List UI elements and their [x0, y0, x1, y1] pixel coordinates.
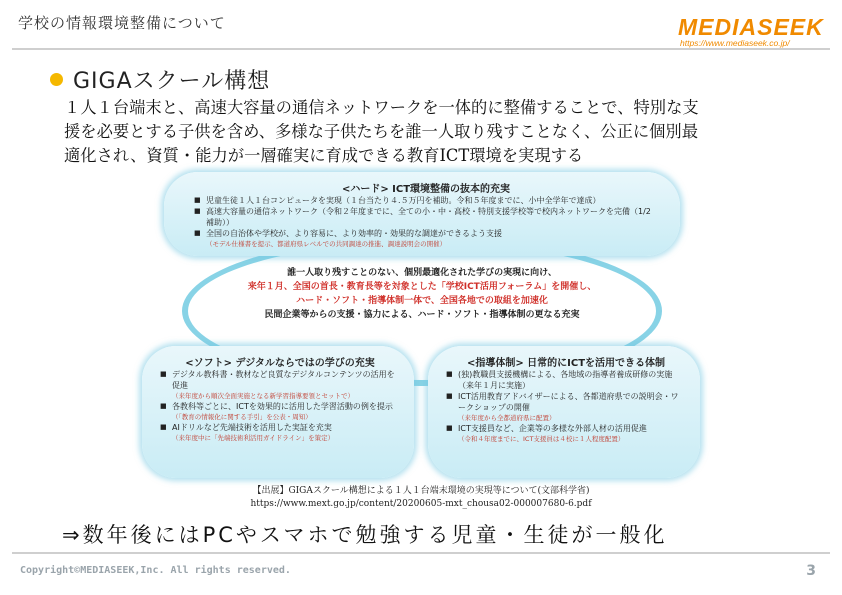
soft-item-note: （来年度中に「先端技術利活用ガイドライン」を策定） — [172, 434, 335, 442]
hard-box — [164, 172, 680, 256]
center-line: 来年１月、全国の首長・教育長等を対象とした「学校ICT活用フォーラム」を開催し、 — [247, 282, 597, 292]
hard-item: ■ 全国の自治体や学校が、より容易に、より効率的・効果的な調達ができるよう支援 — [194, 228, 658, 239]
shidou-box — [428, 346, 700, 478]
copyright-text: Copyright©MEDIASEEK,Inc. All rights reserved. — [20, 565, 291, 576]
paragraph-line: 援を必要とする子供を含め、多様な子供たちを誰一人取り残すことなく、公正に個別最 — [64, 122, 698, 141]
mediaseek-logo — [678, 14, 828, 48]
hard-item-note: （モデル仕様書を提示、都道府県レベルでの共同調達の推進、調達説明会の開催） — [206, 240, 447, 248]
bullet-dot-icon — [50, 73, 63, 86]
shidou-item: ■ ICT支援員など、企業等の多様な外部人材の活用促進 — [446, 423, 686, 434]
center-line: 民間企業等からの支援・協力による、ハード・ソフト・指導体制の更なる充実 — [264, 310, 580, 320]
center-line: ハード・ソフト・指導体制一体で、全国各地での取組を加速化 — [296, 296, 548, 306]
hard-box-title: <ハード> ICT環境整備の抜本的充実 — [341, 184, 511, 195]
hard-item: ■ 児童生徒１人１台コンピュータを実現（１台当たり４.５万円を補助。令和５年度までに、小中全学年で達成） — [194, 195, 658, 206]
paragraph-line: １人１台端末と、高速大容量の通信ネットワークを一体的に整備することで、特別な支 — [64, 98, 699, 117]
hard-item: ■ 高速大容量の通信ネットワーク（令和２年度までに、全ての小・中・高校・特別支援学校等で校内ネットワークを完備（1/2補助）） — [194, 206, 658, 228]
soft-box — [142, 346, 414, 478]
logo-url: https://www.mediaseek.co.jp/ — [680, 38, 790, 48]
source-url: https://www.mext.go.jp/content/20200605-mxt_chousa02-000007680-6.pdf — [250, 499, 592, 509]
shidou-item-note: （来年度から全都道府県に配置） — [458, 414, 556, 422]
shidou-item: ■ ICT活用教育アドバイザーによる、各都道府県での説明会・ワークショップの開催 — [446, 391, 686, 413]
description-paragraph — [64, 96, 774, 168]
soft-box-title: <ソフト> デジタルならではの学びの充実 — [185, 358, 375, 369]
section-heading-text: GIGAスクール構想 — [73, 69, 271, 94]
section-heading — [50, 64, 270, 95]
soft-item-note: （来年度から順次全面実施となる新学習指導要領とセットで） — [172, 392, 354, 400]
source-citation — [0, 485, 842, 511]
center-message — [202, 266, 642, 322]
shidou-item: ■ (独)教職員支援機構による、各地域の指導者養成研修の実施（来年１月に実施） — [446, 369, 686, 391]
shidou-item-note: （令和４年度までに、ICT支援員は４校に１人程度配置） — [458, 435, 625, 443]
soft-item-note: （「教育の情報化に関する手引」を公表・周知） — [172, 413, 312, 421]
soft-item: ■ 各教科等ごとに、ICTを効果的に活用した学習活動の例を提示 — [160, 401, 400, 412]
shidou-box-title: <指導体制> 日常的にICTを活用できる体制 — [466, 358, 666, 369]
footer-divider — [12, 552, 830, 554]
page-number: 3 — [806, 563, 816, 579]
slide-header-title: 学校の情報環境整備について — [18, 14, 226, 32]
conclusion-text: ⇒数年後にはPCやスマホで勉強する児童・生徒が一般化 — [62, 523, 668, 547]
soft-item: ■ デジタル教科書・教材など良質なデジタルコンテンツの活用を促進 — [160, 369, 400, 391]
logo-text: MEDIASEEK — [678, 14, 824, 40]
header-divider — [12, 48, 830, 50]
center-line: 誰一人取り残すことのない、個別最適化された学びの実現に向け、 — [287, 268, 557, 278]
paragraph-line: 適化され、資質・能力が一層確実に育成できる教育ICT環境を実現する — [64, 146, 584, 165]
source-title: 【出展】GIGAスクール構想による１人１台端末環境の実現等について(文部科学省) — [252, 486, 590, 496]
giga-school-diagram — [142, 170, 702, 480]
soft-item: ■ AIドリルなど先端技術を活用した実証を充実 — [160, 422, 400, 433]
